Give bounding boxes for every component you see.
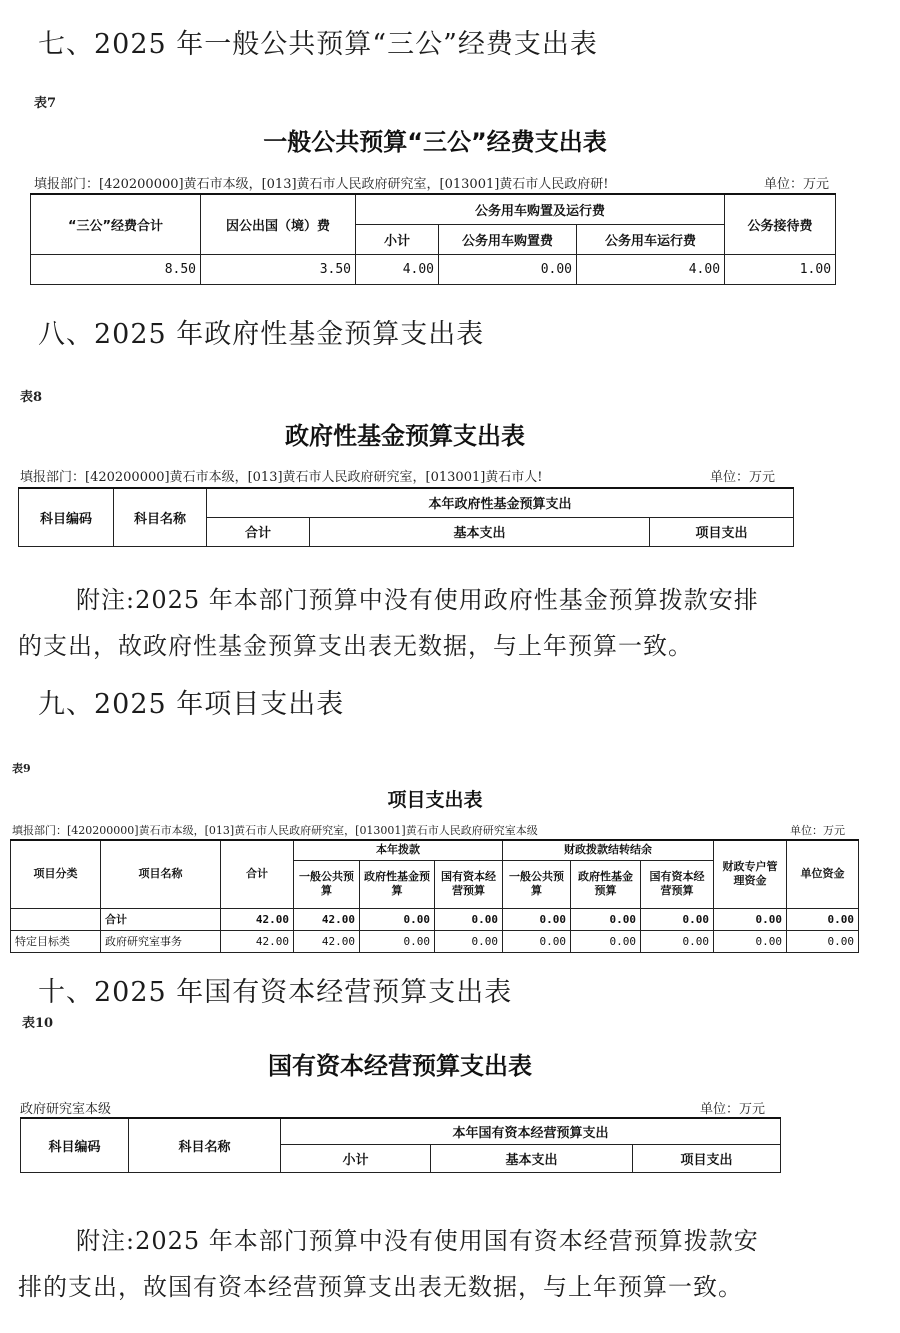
table-7-title: 一般公共预算“三公”经费支出表 xyxy=(263,128,607,156)
table-cell: 0.00 xyxy=(714,908,787,930)
table-cell: 42.00 xyxy=(221,908,294,930)
header-total: 合计 xyxy=(207,517,310,546)
table-10-dept: 政府研究室本级 xyxy=(20,1102,112,1117)
header-project: 项目支出 xyxy=(633,1144,781,1172)
table-9-dept: 填报部门：[420200000]黄石市本级，[013]黄石市人民政府研究室，[013001]黄石市人民政府研究室本级 xyxy=(12,824,538,837)
table-cell: 0.00 xyxy=(360,908,435,930)
header-vehicle-operation: 公务用车运行费 xyxy=(577,224,725,254)
note-line: 排的支出，故国有资本经营预算支出表无数据，与上年预算一致。 xyxy=(18,1273,743,1301)
table-cell: 0.00 xyxy=(503,930,571,952)
table-cell: 0.00 xyxy=(571,908,641,930)
header-abroad: 因公出国（境）费 xyxy=(201,194,356,254)
header-gov-fund-group: 本年政府性基金预算支出 xyxy=(207,488,794,517)
table-cell: 4.00 xyxy=(577,254,725,284)
table-cell: 0.00 xyxy=(641,908,714,930)
table-cell: 0.00 xyxy=(439,254,577,284)
table-cell: 0.00 xyxy=(787,908,859,930)
table-cell: 0.00 xyxy=(360,930,435,952)
header-general-budget-carry: 一般公共预算 xyxy=(503,860,571,908)
table-row xyxy=(11,908,859,930)
header-project-category: 项目分类 xyxy=(11,840,101,908)
header-vehicle-group: 公务用车购置及运行费 xyxy=(356,194,725,224)
header-project: 项目支出 xyxy=(650,517,794,546)
section-10-heading: 十、2025 年国有资本经营预算支出表 xyxy=(38,977,513,1008)
table-cell: 42.00 xyxy=(221,930,294,952)
header-subject-code: 科目编码 xyxy=(19,488,114,546)
header-unit-funds: 单位资金 xyxy=(787,840,859,908)
table-8 xyxy=(18,487,794,547)
table-cell xyxy=(11,908,101,930)
table-cell: 42.00 xyxy=(294,908,360,930)
header-special-account: 财政专户管理资金 xyxy=(714,840,787,908)
section-10-note xyxy=(18,1218,898,1310)
table-8-title: 政府性基金预算支出表 xyxy=(285,422,525,450)
table-9-number: 表9 xyxy=(12,762,31,775)
table-cell: 0.00 xyxy=(435,908,503,930)
section-9-heading: 九、2025 年项目支出表 xyxy=(38,689,345,720)
section-7-heading: 七、2025 年一般公共预算“三公”经费支出表 xyxy=(38,29,598,60)
header-subject-code: 科目编码 xyxy=(21,1118,129,1172)
table-cell: 42.00 xyxy=(294,930,360,952)
table-10-title: 国有资本经营预算支出表 xyxy=(268,1052,532,1080)
table-row xyxy=(11,930,859,952)
table-9-title: 项目支出表 xyxy=(387,789,483,811)
header-subject-name: 科目名称 xyxy=(129,1118,281,1172)
section-8-note xyxy=(18,577,888,669)
header-state-capital: 国有资本经营预算 xyxy=(435,860,503,908)
table-cell: 0.00 xyxy=(641,930,714,952)
table-cell: 政府研究室事务 xyxy=(101,930,221,952)
header-subtotal: 小计 xyxy=(356,224,439,254)
table-cell: 0.00 xyxy=(787,930,859,952)
note-line: 的支出，故政府性基金预算支出表无数据，与上年预算一致。 xyxy=(18,632,693,660)
header-reception: 公务接待费 xyxy=(725,194,836,254)
table-cell: 合计 xyxy=(101,908,221,930)
table-7-unit: 单位：万元 xyxy=(764,177,830,192)
table-cell: 0.00 xyxy=(714,930,787,952)
table-10-number: 表10 xyxy=(22,1016,54,1031)
header-basic: 基本支出 xyxy=(310,517,650,546)
section-8-heading: 八、2025 年政府性基金预算支出表 xyxy=(38,319,485,350)
table-10 xyxy=(20,1117,781,1173)
table-cell: 8.50 xyxy=(31,254,201,284)
note-line: 附注:2025 年本部门预算中没有使用国有资本经营预算拨款安 xyxy=(76,1227,759,1255)
table-cell: 0.00 xyxy=(571,930,641,952)
note-line: 附注:2025 年本部门预算中没有使用政府性基金预算拨款安排 xyxy=(76,586,759,614)
table-9 xyxy=(10,839,859,953)
table-cell: 0.00 xyxy=(503,908,571,930)
header-subtotal: 小计 xyxy=(281,1144,431,1172)
header-current-appropriation: 本年拨款 xyxy=(294,840,503,860)
header-total: 合计 xyxy=(221,840,294,908)
header-basic: 基本支出 xyxy=(431,1144,633,1172)
table-cell: 1.00 xyxy=(725,254,836,284)
header-gov-fund: 政府性基金预算 xyxy=(360,860,435,908)
header-general-budget: 一般公共预算 xyxy=(294,860,360,908)
header-vehicle-purchase: 公务用车购置费 xyxy=(439,224,577,254)
header-state-capital-carry: 国有资本经营预算 xyxy=(641,860,714,908)
header-state-capital-group: 本年国有资本经营预算支出 xyxy=(281,1118,781,1144)
table-8-number: 表8 xyxy=(20,390,43,405)
table-cell: 0.00 xyxy=(435,930,503,952)
header-project-name: 项目名称 xyxy=(101,840,221,908)
table-10-unit: 单位：万元 xyxy=(700,1102,766,1117)
table-cell: 4.00 xyxy=(356,254,439,284)
header-subject-name: 科目名称 xyxy=(114,488,207,546)
table-7-number: 表7 xyxy=(34,96,57,111)
table-cell: 特定目标类 xyxy=(11,930,101,952)
table-8-dept: 填报部门：[420200000]黄石市本级，[013]黄石市人民政府研究室，[013001]黄石市人! xyxy=(20,470,543,485)
table-9-unit: 单位：万元 xyxy=(790,824,845,837)
table-7-dept: 填报部门：[420200000]黄石市本级，[013]黄石市人民政府研究室，[013001]黄石市人民政府研! xyxy=(34,177,609,192)
header-gov-fund-carry: 政府性基金预算 xyxy=(571,860,641,908)
table-8-unit: 单位：万元 xyxy=(710,470,776,485)
header-carryover: 财政拨款结转结余 xyxy=(503,840,714,860)
header-sanggong-total: “三公”经费合计 xyxy=(31,194,201,254)
table-7 xyxy=(30,193,836,285)
table-cell: 3.50 xyxy=(201,254,356,284)
